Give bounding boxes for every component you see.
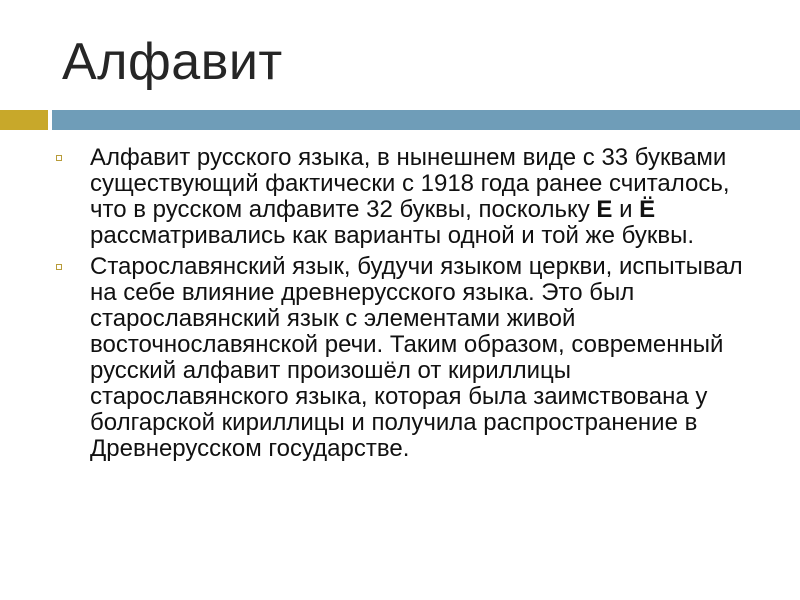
bullet-text-part: Алфавит русского языка, в нынешнем виде с 33 буквами существующий фактически с 1918 года ранее считалось, что в русском алфавите 32 буквы, поскольку <box>90 144 730 223</box>
square-bullet-icon <box>56 155 62 161</box>
title-divider-accent <box>0 110 48 130</box>
letter-e: Е <box>596 196 613 223</box>
square-bullet-icon <box>56 264 62 270</box>
bullet-item-old-church-slavonic <box>56 254 746 462</box>
title-divider-bar <box>52 110 800 130</box>
bullet-text: Старославянский язык, будучи языком церкви, испытывал на себе влияние древнерусского языка. Это был старославянский язык с элементами живой восточнославянской речи. Таким образом, современный русский алфавит произошёл от кириллицы старославянского языка, которая была заимствована у болгарской кириллицы и получила распространение в Древнерусском государстве. <box>90 253 743 462</box>
slide-title: Алфавит <box>62 33 283 91</box>
bullet-item-alphabet <box>56 145 746 249</box>
bullet-text-part: рассматривались как варианты одной и той же буквы. <box>90 222 694 249</box>
bullet-list <box>56 145 746 467</box>
letter-yo: Ё <box>639 196 656 223</box>
bullet-text-conjunction: и <box>612 196 640 223</box>
